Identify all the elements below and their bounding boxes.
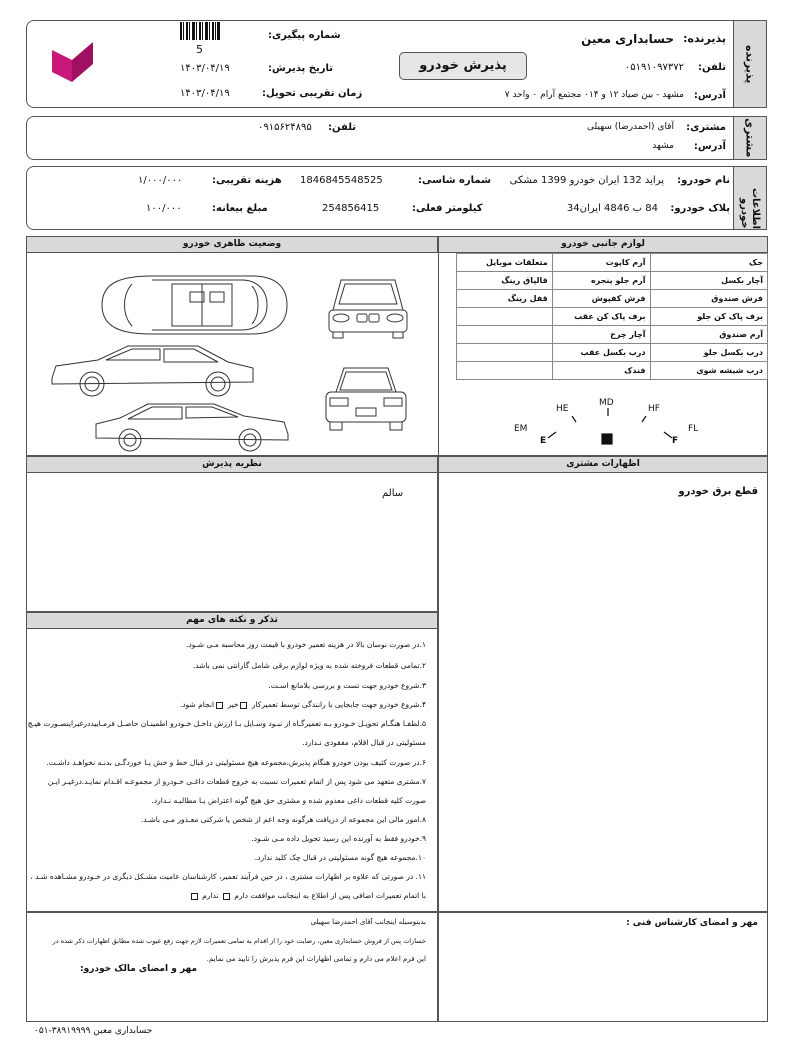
company-logo <box>50 40 95 82</box>
note-5: ۵.لطفـا هنگـام تحویـل خـودرو بـه تعمیرگـاه از نبـود وسـایل بـا ارزش داخـل خـودرو اطمینـان حاصـل فرمـاییددرغیراینصـورت هیـچ <box>27 719 426 728</box>
note-9: ۹.خودرو فقط به آورنده این رسید تحویل داده مـی شـود. <box>251 834 426 843</box>
accessory-cell <box>457 344 553 362</box>
reception-opinion-box <box>26 472 438 612</box>
accessory-cell[interactable]: آچار بکسل <box>650 272 768 290</box>
deposit-label: مبلغ بیعانه: <box>212 203 268 214</box>
fuel-label-f: F <box>672 436 679 446</box>
accessory-cell <box>457 308 553 326</box>
note-3: ۳.شروع خودرو جهت تست و بررسی بلامانع اسـت. <box>268 681 426 690</box>
car-diagram-side-left <box>92 400 292 455</box>
fuel-label-md: MD <box>599 398 614 408</box>
tracking-number: 5 <box>196 43 203 56</box>
reception-date: ۱۴۰۳/۰۴/۱۹ <box>180 63 230 74</box>
customer-label: مشتری: <box>686 122 726 133</box>
car-diagram-rear <box>316 362 416 434</box>
accessories-table <box>456 253 768 380</box>
receiver-name: حسابداری معین <box>581 32 674 46</box>
reception-tab: پذیرنده <box>733 20 767 108</box>
accessory-cell[interactable]: فرش کفپوش <box>552 290 650 308</box>
accessory-row <box>457 272 768 290</box>
accessory-cell[interactable]: قفل رینگ <box>457 290 553 308</box>
car-label: نام خودرو: <box>677 175 730 186</box>
owner-signature-label: مهر و امضای مالک خودرو: <box>80 964 198 974</box>
fuel-label-he: HE <box>556 404 569 414</box>
accessory-cell <box>457 326 553 344</box>
consent-line-1: بدینوسیله اینجانب آقای احمدرضا سهیلی <box>310 918 426 926</box>
accessory-cell[interactable]: متعلقات موبایل <box>457 254 553 272</box>
note-4: ۴.شروع خودرو جهت جابجایی یا رانندگی توسط تعمیرکار خیر انجام شود. <box>179 700 426 709</box>
notes-header: تذکر و نکته های مهم <box>26 612 438 629</box>
checkbox-no[interactable] <box>216 702 223 709</box>
accessory-cell[interactable]: آرم جلو پنجره <box>552 272 650 290</box>
customer-name: آقای (احمدرضا) سهیلی <box>587 122 674 132</box>
vehicle-tab: اطلاعات خودرو <box>733 166 767 230</box>
accessory-cell[interactable]: درب شیشه شوی <box>650 362 768 380</box>
accessory-cell[interactable]: درب بکسل جلو <box>650 344 768 362</box>
cost-value: ۱/۰۰۰/۰۰۰ <box>138 175 183 186</box>
plate-value: 84 ب 4846 ایران34 <box>566 203 658 214</box>
footer-text: حسابداری معین ۳۸۹۱۹۹۹۹-۰۵۱ <box>34 1026 153 1036</box>
car-name: پراید 132 ایران خودرو 1399 مشکی <box>509 175 664 186</box>
accessory-cell[interactable]: برف پاک کن عقب <box>552 308 650 326</box>
fuel-label-e: E <box>540 436 547 446</box>
fuel-label-fl: FL <box>688 424 699 434</box>
car-diagram-front <box>323 270 413 340</box>
plate-label: پلاک خودرو: <box>670 203 730 214</box>
receiver-phone: ۰۵۱۹۱۰۹۷۳۷۲ <box>624 62 684 73</box>
customer-statements-text: قطع برق خودرو <box>678 486 758 497</box>
customer-phone-label: تلفن: <box>328 122 357 133</box>
accessory-row <box>457 326 768 344</box>
note-5b: مسئولیتی در قبال اقلام، مفقودی نـدارد. <box>302 738 426 747</box>
tech-signature-box <box>438 912 768 1022</box>
accessory-cell[interactable]: آرم کاپوت <box>552 254 650 272</box>
deposit-value: ۱۰۰/۰۰۰ <box>146 203 182 214</box>
note-6: ۶.در صورت کثیف بودن خودرو هنگام پذیرش،مجموعه هیچ مسئولیتی در قبال خط و خش یـا خوردگـی بدنـه نخواهـد داشـت. <box>46 758 426 767</box>
reception-opinion-text: سالم <box>382 488 404 499</box>
appearance-header: وضعیت ظاهری خودرو <box>26 236 438 253</box>
accessory-cell[interactable]: قالپاق رینگ <box>457 272 553 290</box>
checkbox-agree[interactable] <box>223 893 230 900</box>
car-diagram-side-right <box>48 340 258 400</box>
reception-opinion-header: نظریه پذیرش <box>26 456 438 473</box>
km-value: 254856415 <box>322 203 380 214</box>
customer-phone: ۰۹۱۵۶۲۴۸۹۵ <box>258 122 312 133</box>
note-8: ۸.امور مالی این مجموعه از دریافت هرگونه وجه اعم از شخص یا شرکتی معـذور مـی باشـد. <box>140 815 426 824</box>
accessory-cell[interactable]: برف پاک کن جلو <box>650 308 768 326</box>
customer-address: مشهد <box>652 141 674 151</box>
fuel-gauge <box>510 398 710 450</box>
accessory-cell[interactable]: آرم صندوق <box>650 326 768 344</box>
note-11: ۱۱. در صورتی که علاوه بر اظهارات مشتری ، در حین فرآیند تعمیر، کارشناسان عامیت مشـکل دیگری در خـودرو مشـاهده شـد ، <box>30 872 426 881</box>
reception-title-button[interactable]: پذیرش خودرو <box>399 52 527 80</box>
accessories-header: لوازم جانبی خودرو <box>438 236 768 253</box>
note-7b: صورت کلیه قطعات داغی معدوم شده و مشتری حق هیچ گونه اعتراض یـا مطالبـه نـدارد. <box>151 796 426 805</box>
accessory-row <box>457 344 768 362</box>
accessory-row <box>457 254 768 272</box>
chassis-label: شماره شاسی: <box>418 175 491 186</box>
accessory-cell[interactable]: درب بکسل عقب <box>552 344 650 362</box>
tech-signature-label: مهر و امضای کارشناس فنی : <box>626 918 758 928</box>
middle-divider <box>438 236 439 456</box>
checkbox-disagree[interactable] <box>191 893 198 900</box>
fuel-label-hf: HF <box>648 404 660 414</box>
notes-box <box>26 628 438 912</box>
accessory-row <box>457 308 768 326</box>
receiver-address-label: آدرس: <box>693 90 726 101</box>
receiver-phone-label: تلفن: <box>697 62 726 73</box>
delivery-date: ۱۴۰۳/۰۴/۱۹ <box>180 88 230 99</box>
note-7: ۷.مشتری متعهد می شود پس از اتمام تعمیرات نسبت به خروج قطعات داغـی خـودرو از مجموعـه اقـدام نمایـد.درغیـر ایـن <box>47 777 426 786</box>
accessory-cell[interactable]: جک <box>650 254 768 272</box>
barcode <box>180 22 220 40</box>
receiver-label: پذیرنده: <box>683 32 726 45</box>
reception-date-label: تاریخ پذیرش: <box>268 63 334 74</box>
customer-address-label: آدرس: <box>693 141 726 152</box>
note-10: ۱۰.مجموعه هیچ گونه مسئولیتی در قبال چک کلید ندارد. <box>254 853 426 862</box>
checkbox-yes[interactable] <box>240 702 247 709</box>
accessory-row <box>457 362 768 380</box>
chassis-number: 1846845548525 <box>300 175 383 186</box>
customer-statements-header: اظهارات مشتری <box>438 456 768 473</box>
accessory-row <box>457 290 768 308</box>
delivery-label: زمان تقریبی تحویل: <box>262 88 363 99</box>
note-2: ۲.تمامی قطعات فروخته شده به ویژه لوازم برقی شامل گارانتی نمی باشد. <box>192 661 426 670</box>
customer-statements-box <box>438 472 768 912</box>
consent-line-3: این فرم اعلام می دارم و تمامی اظهارات این فرم پذیرش را تایید می نمایم. <box>206 955 426 963</box>
accessory-cell[interactable]: فندک <box>552 362 650 380</box>
car-diagram-top <box>92 270 292 340</box>
customer-tab: مشتری <box>733 116 767 160</box>
cost-label: هزینه تقریبی: <box>212 175 282 186</box>
note-1: ۱.در صورت نوسان بالا در هزینه تعمیر خودرو با قیمت روز محاسبه مـی شـود. <box>186 640 426 649</box>
fuel-label-em: EM <box>514 424 528 434</box>
receiver-address: مشهد - بین صیاد ۱۲ و ۰۱۴ مجتمع آرام ۰ واحد ۷ <box>504 90 684 100</box>
accessory-cell[interactable]: فرش صندوق <box>650 290 768 308</box>
consent-line-2: خسارات پس از فروش حسابداری معین، رضایت خود را از اقدام به تمامی تعمیرات لازم جهت رفع عیوب شده مطابق اظهارات ذکر شده در <box>52 937 426 945</box>
note-11b: با اتمام تعمیرات اضافی پس از اطلاع به اینجانب موافقت دارم ندارم <box>189 891 426 900</box>
km-label: کیلومتر فعلی: <box>412 203 483 214</box>
accessory-cell <box>457 362 553 380</box>
accessory-cell[interactable]: آچار چرخ <box>552 326 650 344</box>
tracking-label: شماره پیگیری: <box>268 30 341 41</box>
